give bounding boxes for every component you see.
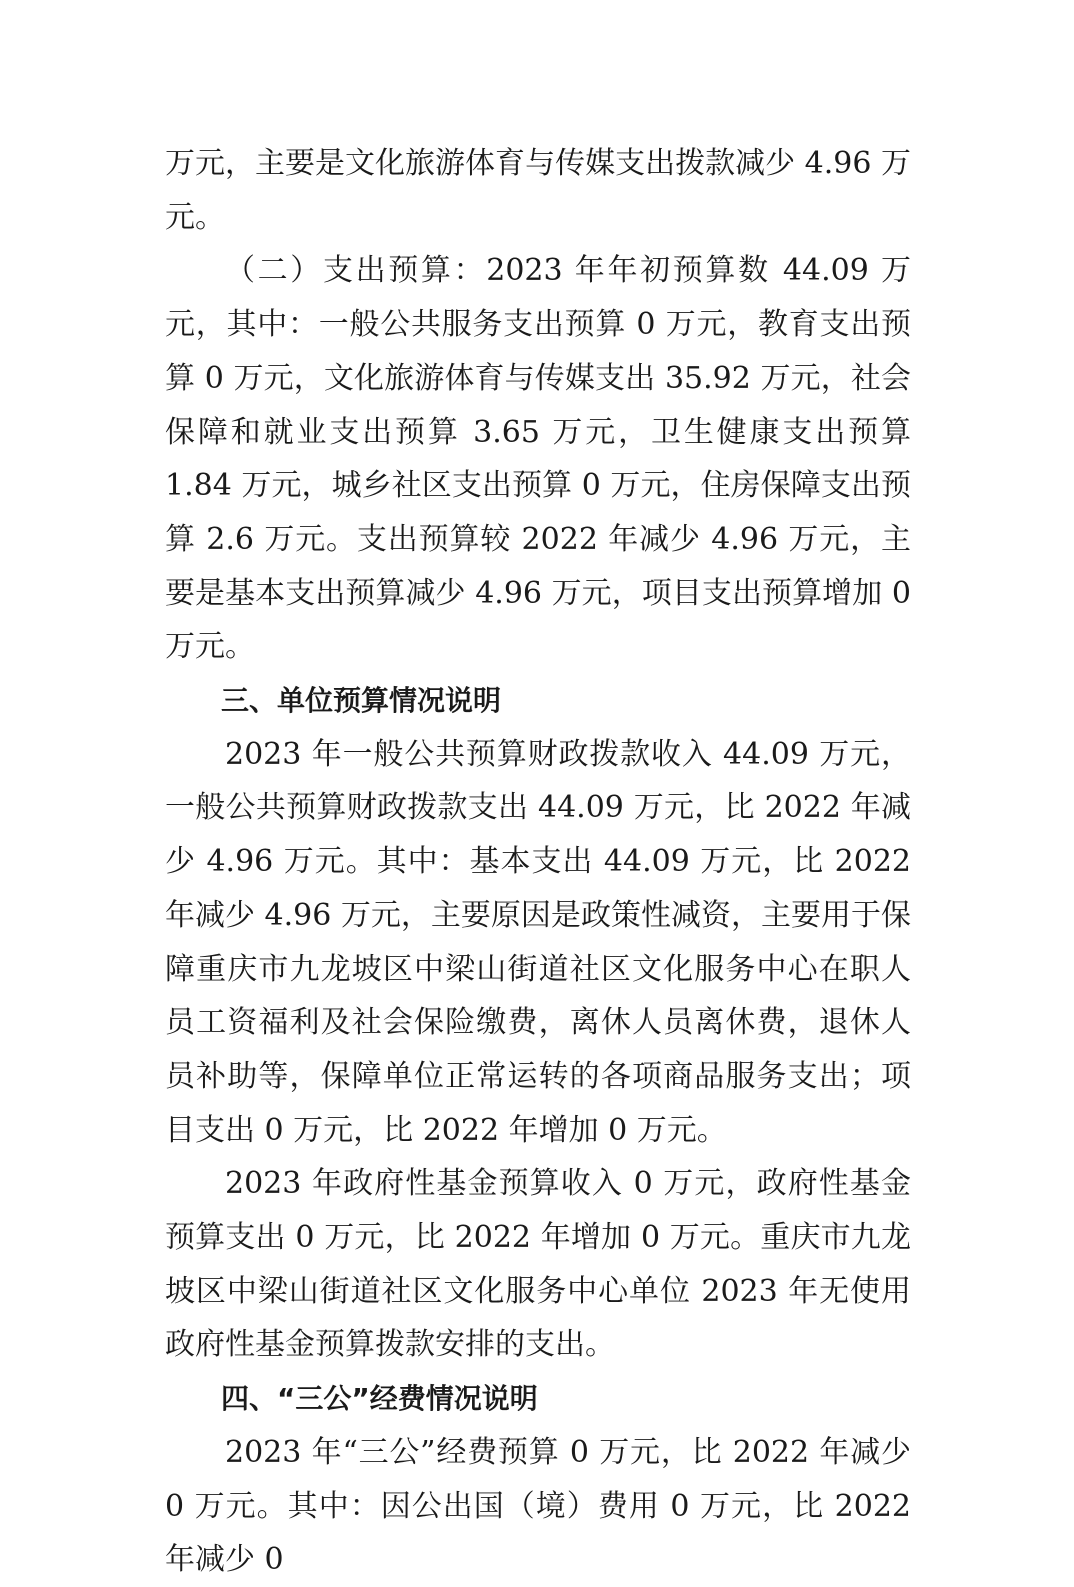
paragraph-government-fund-budget: 2023 年政府性基金预算收入 0 万元，政府性基金预算支出 0 万元，比 2022 年增加 0 万元。重庆市九龙坡区中梁山街道社区文化服务中心单位 2023 年无使用政府性基金预算拨款安排的支出。 [165, 1166, 911, 1363]
paragraph-carryover: 万元，主要是文化旅游体育与传媒支出拨款减少 4.96 万元。 [165, 146, 911, 235]
document-body [165, 137, 911, 1587]
paragraph-expenditure-budget: （二）支出预算：2023 年年初预算数 44.09 万元，其中：一般公共服务支出预算 0 万元，教育支出预算 0 万元，文化旅游体育与传媒支出 35.92 万元，社会保障和就业支出预算 3.65 万元，卫生健康支出预算 1.84 万元，城乡社区支出预算 0 万元，住房保障支出预算 2.6 万元。支出预算较 2022 年减少 4.96 万元，主要是基本支出预算减少 4.96 万元，项目支出预算增加 0 万元。 [165, 253, 911, 665]
paragraph-general-public-budget: 2023 年一般公共预算财政拨款收入 44.09 万元，一般公共预算财政拨款支出 44.09 万元，比 2022 年减少 4.96 万元。其中：基本支出 44.09 万元，比 2022 年减少 4.96 万元，主要原因是政策性减资，主要用于保障重庆市九龙坡区中梁山街道社区文化服务中心在职人员工资福利及社会保险缴费，离休人员离休费，退休人员补助等，保障单位正常运转的各项商品服务支出；项目支出 0 万元，比 2022 年增加 0 万元。 [165, 736, 911, 1148]
paragraph-three-public-expenses: 2023 年“三公”经费预算 0 万元，比 2022 年减少 0 万元。其中：因公出国（境）费用 0 万元，比 2022 年减少 0 [165, 1434, 911, 1578]
section-heading-unit-budget: 三、单位预算情况说明 [221, 684, 502, 718]
section-heading-three-public-expenses: 四、“三公”经费情况说明 [221, 1382, 538, 1416]
